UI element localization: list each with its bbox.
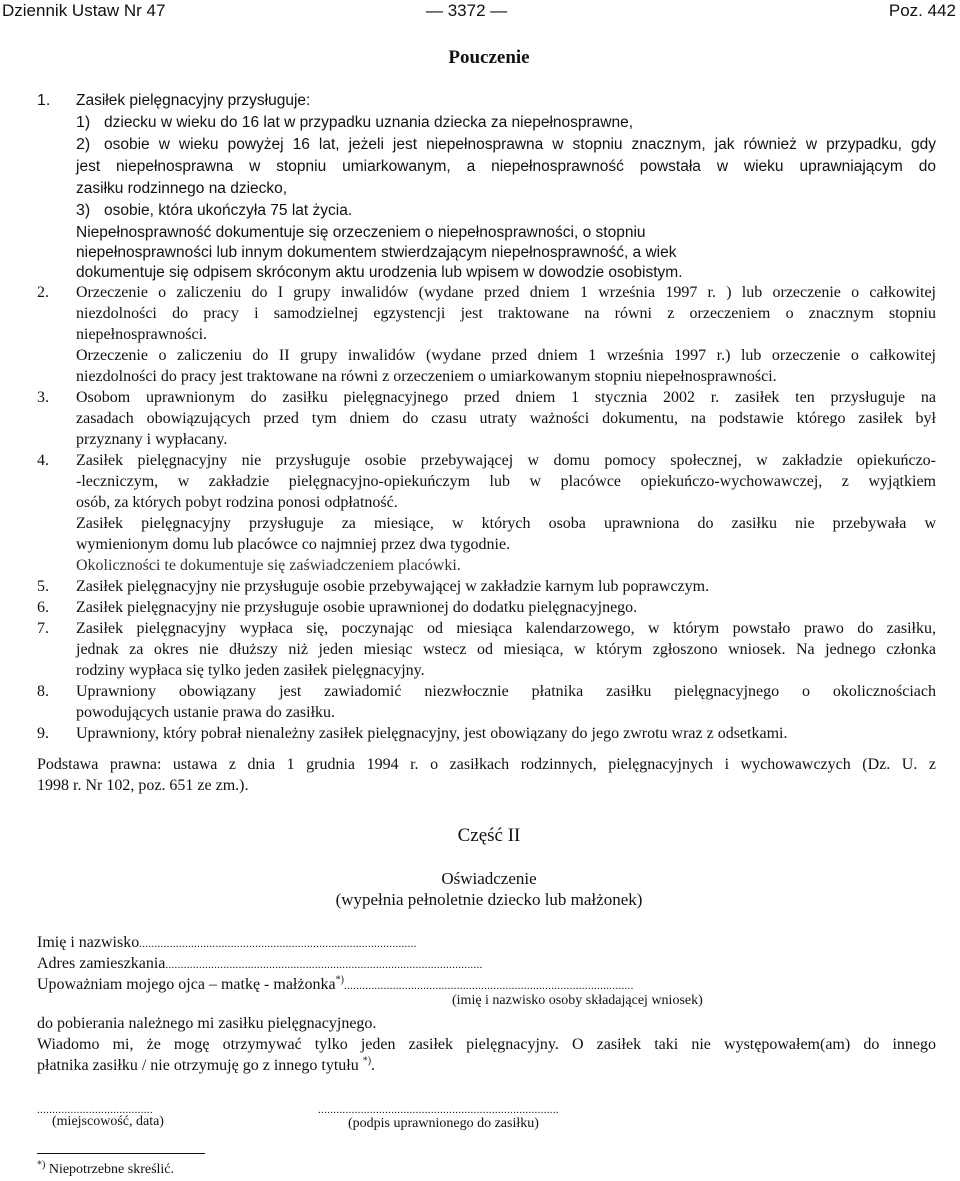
item-2-line: niezdolności do pracy jest traktowane na równi z orzeczeniem o umiarkowanym stopniu niepełnosprawności. — [76, 368, 777, 385]
item-8-line: Uprawniony obowiązany jest zawiadomić niezwłocznie płatnika zasiłku pielęgnacyjnego o okolicznościach — [76, 683, 936, 700]
item-7-line: rodziny wypłaca się tylko jeden zasiłek pielęgnacyjny. — [76, 662, 425, 679]
item-9-line: Uprawniony, który pobrał nienależny zasiłek pielęgnacyjny, jest obowiązany do jego zwrotu wraz z odsetkami. — [76, 725, 788, 742]
aware-line-end: . — [371, 1057, 376, 1074]
section-title-pouczenie: Pouczenie — [448, 47, 530, 68]
disability-doc-line: niepełnosprawności lub innym dokumentem stwierdzającym niepełnosprawność, a wiek — [76, 244, 677, 261]
item-2-line: Orzeczenie o zaliczeniu do I grupy inwalidów (wydane przed dniem 1 września 1997 r. ) lub orzeczenie o całkowitej — [76, 284, 936, 301]
item-1-intro: Zasiłek pielęgnacyjny przysługuje: — [76, 92, 311, 109]
item-number-6: 6. — [37, 599, 49, 616]
name-field[interactable] — [37, 933, 417, 954]
subitem-2-line: jest niepełnosprawna w stopniu umiarkowanym, a niepełnosprawność powstała w wieku uprawniającym do — [76, 158, 936, 175]
authorize-dots: ............................................................................................... — [343, 980, 634, 992]
page-number: — 3372 — — [426, 1, 508, 20]
statement-title: Oświadczenie — [441, 869, 537, 888]
subitem-2-line: zasiłku rodzinnego na dziecko, — [76, 180, 288, 197]
statement-note: (wypełnia pełnoletnie dziecko lub małżonek) — [335, 890, 643, 909]
subitem-number-3: 3) — [76, 202, 91, 219]
item-2-line: niepełnosprawności. — [76, 326, 208, 343]
place-date-dots[interactable]: ...................................... — [37, 1104, 153, 1116]
item-4-line: osób, za których pobyt rodzina ponosi odpłatność. — [76, 494, 398, 511]
item-4-line: Okoliczności te dokumentuje się zaświadczeniem placówki. — [76, 557, 461, 574]
item-3-line: przyznany i wypłacany. — [76, 431, 228, 448]
signature-hint: (podpis uprawnionego do zasiłku) — [348, 1116, 539, 1131]
item-4-line: -leczniczym, w zakładzie pielęgnacyjno-opiekuńczym lub w placówce opiekuńczo-wychowawczej, z wyjątkiem — [76, 473, 936, 490]
authorize-footnote-mark: *) — [335, 974, 344, 986]
item-number-9: 9. — [37, 725, 49, 742]
signature-dots[interactable]: ............................................................................... — [318, 1104, 559, 1116]
subitem-3-line: osobie, która ukończyła 75 lat życia. — [104, 202, 353, 219]
disability-doc-line: Niepełnosprawność dokumentuje się orzeczeniem o niepełnosprawności, o stopniu — [76, 224, 646, 241]
item-2-line: Orzeczenie o zaliczeniu do II grupy inwalidów (wydane przed dniem 1 września 1997 r.) lub orzeczenie o całkowitej — [76, 347, 936, 364]
item-number-5: 5. — [37, 578, 49, 595]
item-number-8: 8. — [37, 683, 49, 700]
aware-line-2 — [37, 1056, 375, 1076]
item-4-line: wymienionym domu lub placówce co najmniej przez dwa tygodnie. — [76, 536, 511, 553]
item-number-1: 1. — [37, 92, 51, 109]
legal-basis-line: 1998 r. Nr 102, poz. 651 ze zm.). — [37, 777, 249, 794]
item-4-line: Zasiłek pielęgnacyjny przysługuje za miesiące, w których osoba uprawniona do zasiłku nie przebywała w — [76, 515, 936, 532]
subitem-number-1: 1) — [76, 114, 91, 131]
subitem-1-line: dziecku w wieku do 16 lat w przypadku uznania dziecka za niepełnosprawne, — [104, 114, 634, 131]
item-3-line: zasadach obowiązujących przed tym dniem do czasu utraty ważności dokumentu, na podstawie którego zasiłek był — [76, 410, 936, 427]
aware-line-text: płatnika zasiłku / nie otrzymuję go z innego tytułu — [37, 1057, 363, 1074]
footnote-rule — [37, 1153, 205, 1154]
place-date-hint: (miejscowość, data) — [52, 1114, 164, 1129]
journal-title: Dziennik Ustaw Nr 47 — [2, 1, 166, 20]
authorize-hint: (imię i nazwisko osoby składającej wniosek) — [452, 993, 703, 1008]
address-field[interactable] — [37, 954, 483, 975]
aware-line: Wiadomo mi, że mogę otrzymywać tylko jeden zasiłek pielęgnacyjny. O zasiłek taki nie występowałem(am) do innego — [37, 1036, 936, 1053]
authorize-label: Upoważniam mojego ojca – matkę - małżonka — [37, 976, 336, 993]
collect-line: do pobierania należnego mi zasiłku pielęgnacyjnego. — [37, 1015, 377, 1032]
footnote — [37, 1160, 174, 1180]
address-label: Adres zamieszkania — [37, 955, 166, 972]
item-number-3: 3. — [37, 389, 49, 406]
position-number: Poz. 442 — [888, 1, 956, 20]
part-ii-title: Część II — [457, 825, 521, 846]
item-5-line: Zasiłek pielęgnacyjny nie przysługuje osobie przebywającej w zakładzie karnym lub poprawczym. — [76, 578, 710, 595]
subitem-2-line: osobie w wieku powyżej 16 lat, jeżeli jest niepełnosprawna w stopniu znacznym, jak również w przypadku, gdy — [104, 136, 936, 153]
item-2-line: niezdolności do pracy i samodzielnej egzystencji jest traktowane na równi z orzeczeniem o znacznym stopniu — [76, 305, 936, 322]
item-7-line: jednak za okres nie dłuższy niż jeden miesiąc wstecz od miesiąca, w którym zgłoszono wniosek. Na jednego członka — [76, 641, 936, 658]
item-number-7: 7. — [37, 620, 49, 637]
name-dots: ........................................................................................... — [139, 938, 417, 950]
subitem-number-2: 2) — [76, 136, 91, 153]
disability-doc-line: dokumentuje się odpisem skróconym aktu urodzenia lub wpisem w dowodzie osobistym. — [76, 264, 683, 281]
item-6-line: Zasiłek pielęgnacyjny nie przysługuje osobie uprawnionej do dodatku pielęgnacyjnego. — [76, 599, 638, 616]
legal-basis-line: Podstawa prawna: ustawa z dnia 1 grudnia 1994 r. o zasiłkach rodzinnych, pielęgnacyjnych i wychowawczych (Dz. U. z — [37, 756, 936, 773]
footnote-mark: *) — [37, 1159, 46, 1171]
address-dots: ........................................................................................................ — [165, 959, 483, 971]
item-3-line: Osobom uprawnionym do zasiłku pielęgnacyjnego przed dniem 1 stycznia 2002 r. zasiłek ten przysługuje na — [76, 389, 936, 406]
item-number-2: 2. — [37, 284, 49, 301]
item-8-line: powodujących ustanie prawa do zasiłku. — [76, 704, 336, 721]
item-7-line: Zasiłek pielęgnacyjny wypłaca się, poczynając od miesiąca kalendarzowego, w którym powstało prawo do zasiłku, — [76, 620, 936, 637]
footnote-text: Niepotrzebne skreślić. — [45, 1162, 175, 1177]
name-label: Imię i nazwisko — [37, 934, 140, 951]
aware-footnote-mark: *) — [362, 1055, 372, 1067]
item-4-line: Zasiłek pielęgnacyjny nie przysługuje osobie przebywającej w domu pomocy społecznej, w zakładzie opiekuńczo- — [76, 452, 936, 469]
item-number-4: 4. — [37, 452, 49, 469]
